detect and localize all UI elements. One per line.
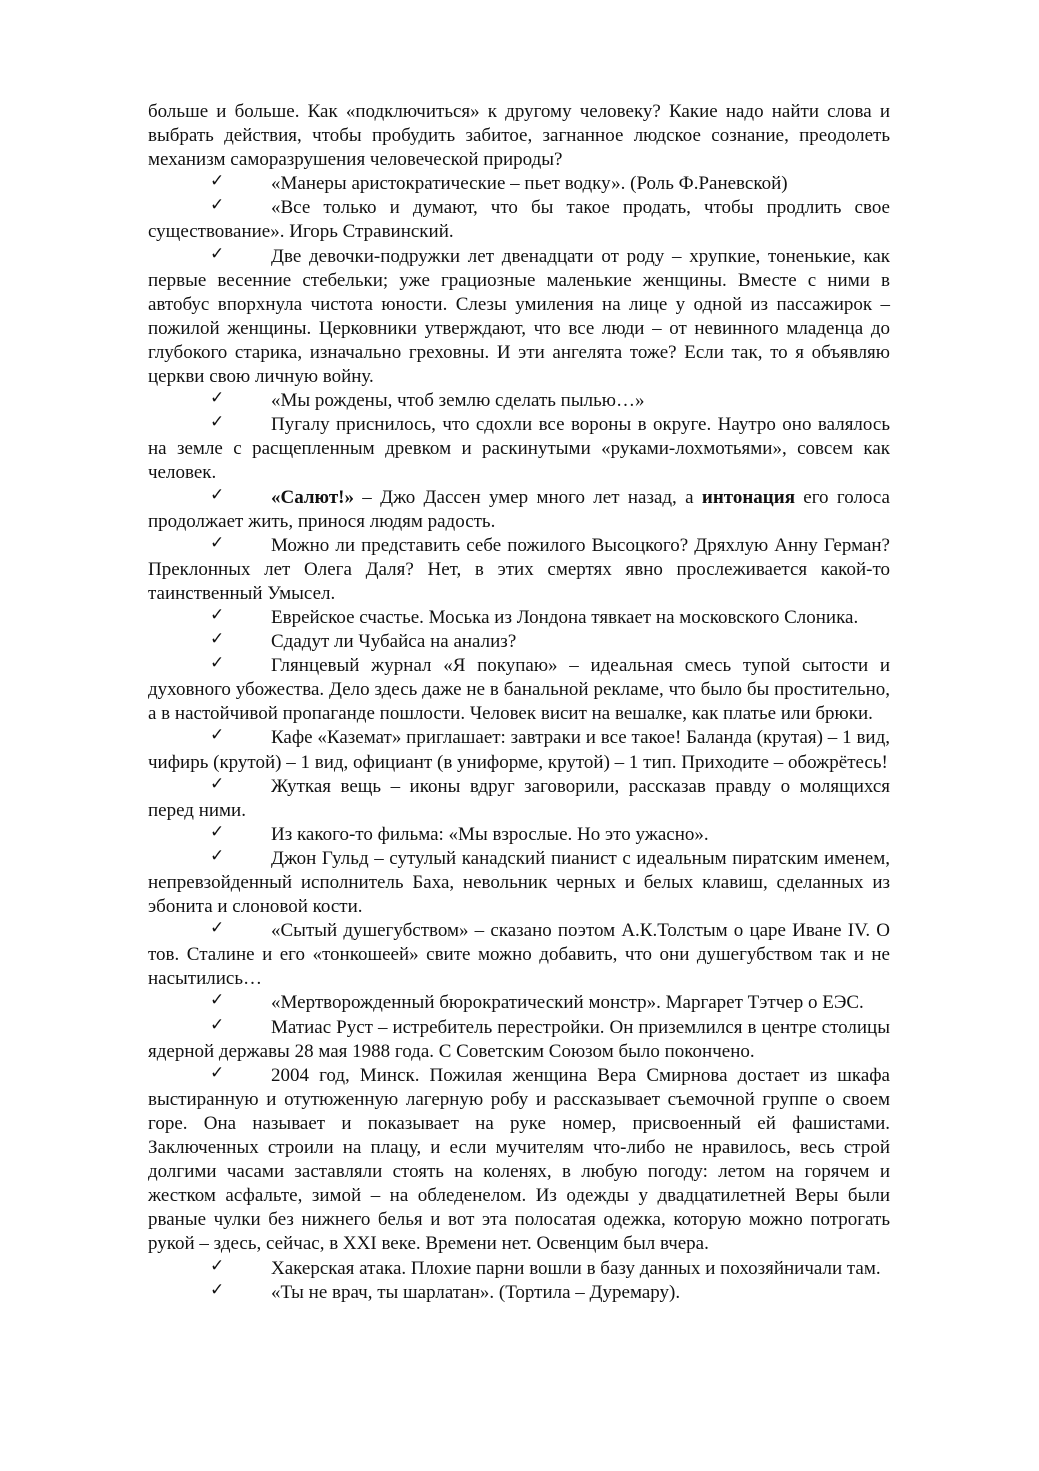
document-page: [148, 100, 890, 1305]
checkmark-icon: ✓: [210, 1062, 225, 1083]
list-item-text: Хакерская атака. Плохие парни вошли в базу данных и похозяйничали там.: [271, 1257, 881, 1279]
checkmark-icon: ✓: [210, 653, 225, 674]
list-item-text: Сдадут ли Чубайса на анализ?: [271, 631, 517, 653]
list-item-text: «Мы рождены, чтоб землю сделать пылью…»: [271, 390, 645, 412]
checkmark-icon: ✓: [210, 484, 225, 505]
list-item: [148, 1064, 890, 1257]
list-item-text: Пугалу приснилось, что сдохли все вороны в округе. Наутро оно валялось на земле с расщепленным древком и раскинутыми «руками-лохмотьями», совсем как человек.: [148, 414, 890, 484]
list-item-text: Еврейское счастье. Моська из Лондона тявкает на московского Слоника.: [271, 606, 859, 628]
list-item: [148, 630, 890, 654]
list-item-text: Можно ли представить себе пожилого Высоцкого? Дряхлую Анну Герман? Преклонных лет Олега Даля? Нет, в этих смертях явно прослеживается какой-то таинственный Умысел.: [148, 534, 890, 604]
list-item-text: Глянцевый журнал «Я покупаю» – идеальная смесь тупой сытости и духовного убожества. Дело здесь даже не в банальной рекламе, что было бы простительно, а в настойчивой пропаганде пошлости. Человек висит на вешалке, как платье или брюки.: [148, 655, 890, 725]
checkmark-icon: ✓: [210, 604, 225, 625]
checkmark-icon: ✓: [210, 773, 225, 794]
checkmark-icon: ✓: [210, 532, 225, 553]
bold-song-title: «Салют!»: [271, 486, 354, 508]
list-item-text: Из какого-то фильма: «Мы взрослые. Но это ужасно».: [271, 823, 709, 845]
list-item-text: Жуткая вещь – иконы вдруг заговорили, рассказав правду о молящихся перед ними.: [148, 775, 890, 821]
checkmark-icon: ✓: [210, 171, 225, 192]
list-item-text: «Сытый душегубством» – сказано поэтом А.К.Толстым о царе Иване IV. О тов. Сталине и его «тонкошеей» свите можно добавить, что они душегубством так и не насытились…: [148, 920, 890, 990]
list-item-text: «Мертворожденный бюрократический монстр». Маргарет Тэтчер о ЕЭС.: [271, 992, 864, 1014]
list-item-text: «Манеры аристократические – пьет водку». (Роль Ф.Раневской): [271, 173, 788, 195]
list-item: [148, 1016, 890, 1064]
checkmark-icon: ✓: [210, 629, 225, 650]
list-item-text: Матиас Руст – истребитель перестройки. Он приземлился в центре столицы ядерной державы 28 мая 1988 года. С Советским Союзом было покончено.: [148, 1016, 890, 1062]
list-item: [148, 1257, 890, 1281]
list-item: [148, 775, 890, 823]
list-item: [148, 413, 890, 485]
list-item: [148, 726, 890, 774]
checkmark-icon: ✓: [210, 195, 225, 216]
list-item: [148, 534, 890, 606]
checkmark-icon: ✓: [210, 1014, 225, 1035]
list-item-text: 2004 год, Минск. Пожилая женщина Вера Смирнова достает из шкафа выстиранную и отутюженную лагерную робу и рассказывает съемочной группе о своем горе. Она называет и показывает на руке номер, присвоенный ей фашистами. Заключенных строили на плацу, и если мучителям что-либо не нравилось, весь строй долгими часами заставляли стоять на коленях, в любую погоду: летом на горячем и жестком асфальте, зимой – на обледенелом. Из одежды у двадцатилетней Веры были рваные чулки без нижнего белья и вот эта полосатая одежка, которую можно потрогать рукой – здесь, сейчас, в XXI веке. Времени нет. Освенцим был вчера.: [148, 1064, 890, 1255]
checkmark-icon: ✓: [210, 412, 225, 433]
list-item: [148, 389, 890, 413]
checkmark-icon: ✓: [210, 1255, 225, 1276]
list-item: [148, 196, 890, 244]
list-item: [148, 919, 890, 991]
list-item-text: «Все только и думают, что бы такое продать, чтобы продлить свое существование». Игорь Стравинский.: [148, 197, 890, 243]
list-item-text: «Ты не врач, ты шарлатан». (Тортила – Дуремару).: [271, 1281, 681, 1303]
list-item: [148, 172, 890, 196]
checkmark-icon: ✓: [210, 388, 225, 409]
checkmark-icon: ✓: [210, 990, 225, 1011]
list-item: [148, 606, 890, 630]
list-item: [148, 486, 890, 534]
list-item: [148, 823, 890, 847]
list-item-text: – Джо Дассен умер много лет назад, а: [353, 486, 702, 508]
list-item: [148, 847, 890, 919]
checkmark-icon: ✓: [210, 243, 225, 264]
list-item: [148, 1281, 890, 1305]
checkmark-icon: ✓: [210, 1279, 225, 1300]
list-item-text: Две девочки-подружки лет двенадцати от роду – хрупкие, тоненькие, как первые весенние стебельки; уже грациозные маленькие женщины. Вместе с ними в автобус впорхнула чистота юности. Слезы умиления на лице у одной из пассажирок – пожилой женщины. Церковники утверждают, что все люди – от невинного младенца до глубокого старика, изначально греховны. И эти ангелята тоже? Если так, то я объявляю церкви свою личную войну.: [148, 245, 890, 388]
list-item: [148, 654, 890, 726]
checkmark-icon: ✓: [210, 821, 225, 842]
list-item-text: Джон Гульд – сутулый канадский пианист с идеальным пиратским именем, непревзойденный исполнитель Баха, невольник черных и белых клавиш, сделанных из эбонита и слоновой кости.: [148, 847, 890, 918]
checkmark-icon: ✓: [210, 725, 225, 746]
list-item: [148, 245, 890, 390]
list-item-text: Кафе «Каземат» приглашает: завтраки и все такое! Баланда (крутая) – 1 вид, чифирь (крутой) – 1 вид, официант (в униформе, крутой) – 1 тип. Приходите – обожрётесь!: [148, 727, 890, 773]
bold-word: интонация: [701, 486, 795, 508]
checkmark-icon: ✓: [210, 918, 225, 939]
list-item: [148, 991, 890, 1015]
intro-paragraph: больше и больше. Как «подключиться» к другому человеку? Какие надо найти слова и выбрать действия, чтобы пробудить забитое, загнанное людское сознание, преодолеть механизм саморазрушения человеческой природы?: [148, 101, 890, 171]
list-item-text-rest: его голоса продолжает жить, принося людям радость.: [148, 486, 890, 532]
checkmark-icon: ✓: [210, 845, 225, 866]
